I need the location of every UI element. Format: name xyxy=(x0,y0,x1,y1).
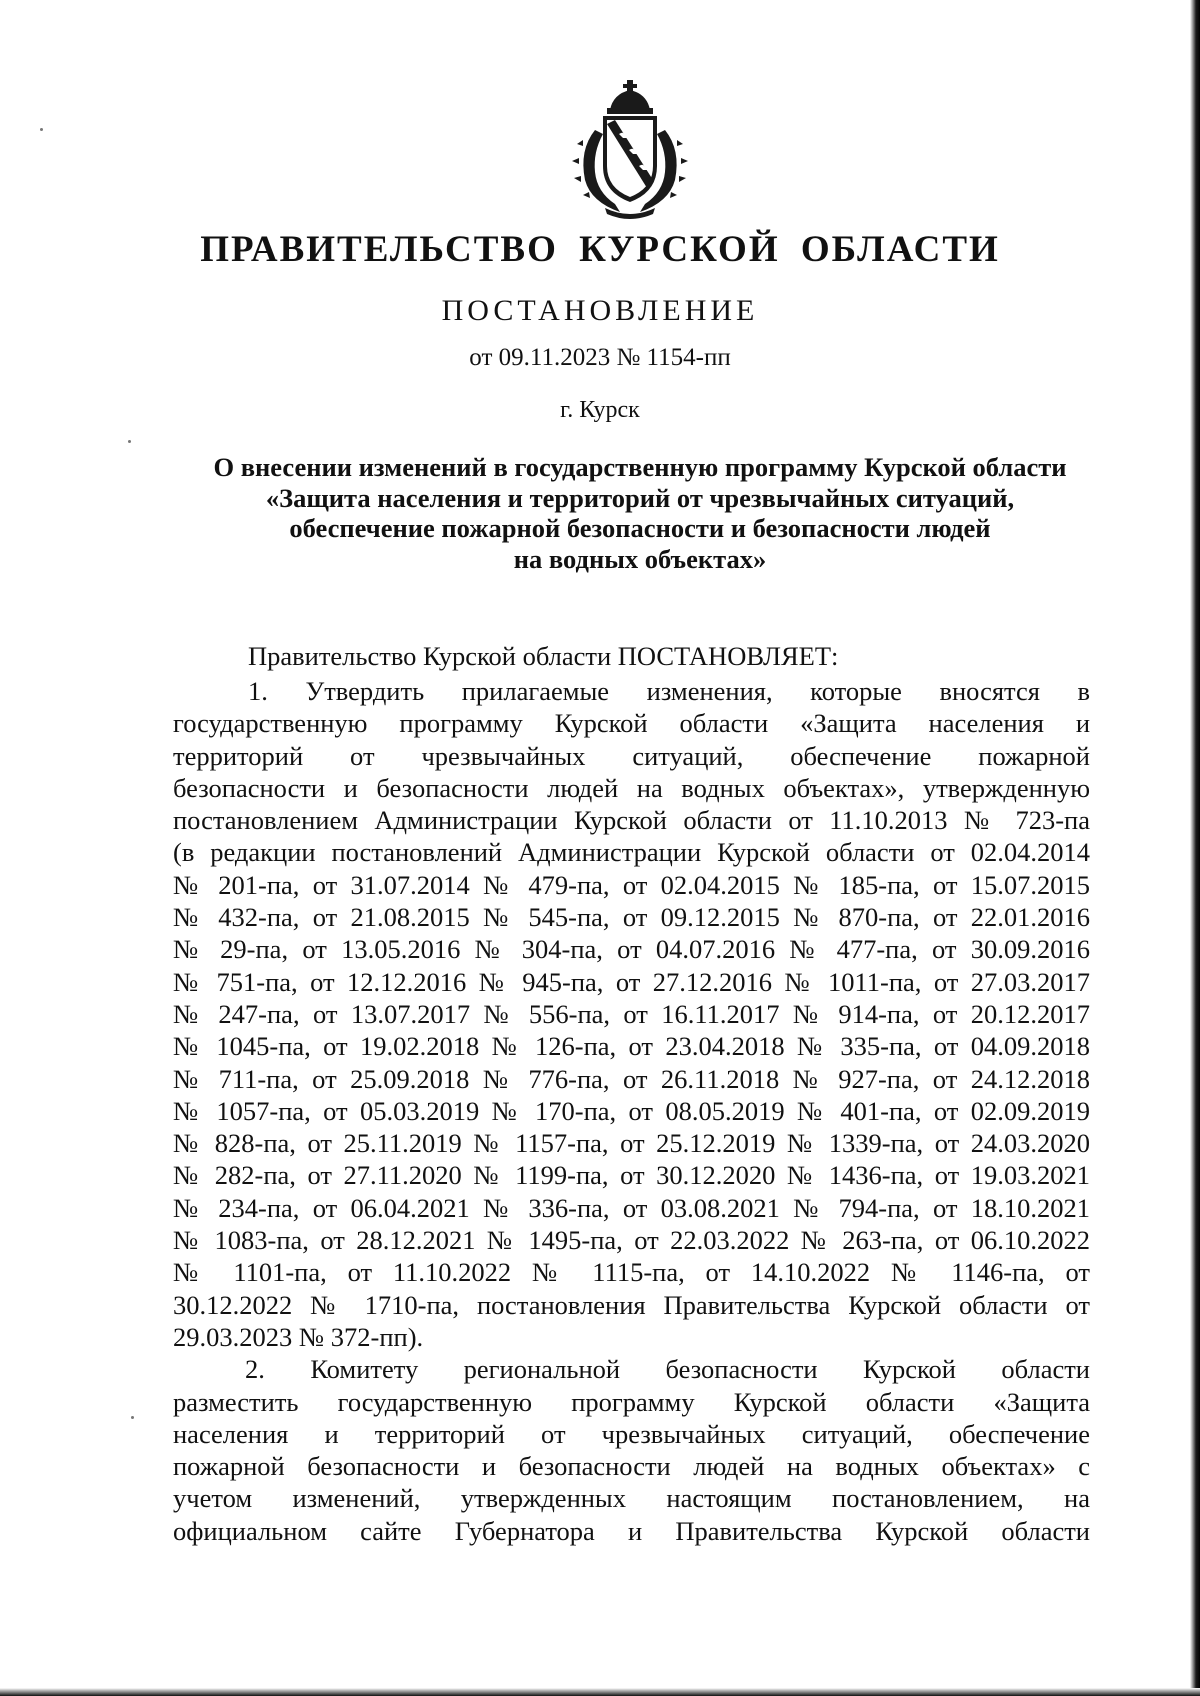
body-line: 29.03.2023 № 372-пп). xyxy=(173,1321,424,1352)
body-line: государственную программу Курской области «Защита населения и xyxy=(173,708,1090,739)
body-line: официальном сайте Губернатора и Правительства Курской области xyxy=(173,1515,1090,1546)
body-line: № 282-па, от 27.11.2020 № 1199-па, от 30.12.2020 № 1436-па, от 19.03.2021 xyxy=(173,1160,1090,1191)
preamble-line: Правительство Курской области ПОСТАНОВЛЯЕТ: xyxy=(248,641,839,671)
body-line: № 432-па, от 21.08.2015 № 545-па, от 09.12.2015 № 870-па, от 22.01.2016 xyxy=(173,902,1090,933)
body-line: № 29-па, от 13.05.2016 № 304-па, от 04.07.2016 № 477-па, от 30.09.2016 xyxy=(173,934,1090,965)
body-line: № 1045-па, от 19.02.2018 № 126-па, от 23.04.2018 № 335-па, от 04.09.2018 xyxy=(173,1031,1090,1062)
body-line: территорий от чрезвычайных ситуаций, обеспечение пожарной xyxy=(173,740,1090,771)
body-line: пожарной безопасности и безопасности людей на водных объектах» с xyxy=(173,1451,1090,1482)
scan-speck xyxy=(40,128,43,131)
body-line: № 711-па, от 25.09.2018 № 776-па, от 26.11.2018 № 927-па, от 24.12.2018 xyxy=(173,1063,1090,1094)
subject-line: «Защита населения и территорий от чрезвычайных ситуаций, xyxy=(265,482,1015,513)
document-city: г. Курск xyxy=(560,397,640,423)
body-line: № 1101-па, от 11.10.2022 № 1115-па, от 14.10.2022 № 1146-па, от xyxy=(173,1257,1090,1288)
kursk-coat-of-arms-icon xyxy=(565,80,695,220)
body-paragraphs xyxy=(173,675,1090,1547)
preamble xyxy=(173,640,1090,672)
body-line: 2. Комитету региональной безопасности Курской области xyxy=(245,1354,1090,1385)
body-line: разместить государственную программу Курской области «Защита xyxy=(173,1386,1090,1417)
body-line: 1. Утвердить прилагаемые изменения, которые вносятся в xyxy=(248,676,1090,706)
body-line: № 1083-па, от 28.12.2021 № 1495-па, от 22.03.2022 № 263-па, от 06.10.2022 xyxy=(173,1225,1090,1256)
body-line: № 1057-па, от 05.03.2019 № 170-па, от 08.05.2019 № 401-па, от 02.09.2019 xyxy=(173,1095,1090,1126)
scan-edge-bottom xyxy=(0,1688,1200,1696)
body-line: № 234-па, от 06.04.2021 № 336-па, от 03.08.2021 № 794-па, от 18.10.2021 xyxy=(173,1192,1090,1223)
document-subject xyxy=(150,452,1130,574)
subject-line: на водных объектах» xyxy=(513,543,767,574)
body-line: постановлением Администрации Курской области от 11.10.2013 № 723-па xyxy=(173,805,1090,836)
body-line: № 247-па, от 13.07.2017 № 556-па, от 16.11.2017 № 914-па, от 20.12.2017 xyxy=(173,998,1090,1029)
subject-line: О внесении изменений в государственную программу Курской области xyxy=(213,452,1067,482)
scan-speck xyxy=(131,1416,134,1419)
document-number: от 09.11.2023 № 1154-пп xyxy=(469,344,731,371)
scan-speck xyxy=(128,440,131,443)
government-title: ПРАВИТЕЛЬСТВО КУРСКОЙ ОБЛАСТИ xyxy=(200,229,1000,270)
document-type: ПОСТАНОВЛЕНИЕ xyxy=(441,294,759,327)
body-line: (в редакции постановлений Администрации Курской области от 02.04.2014 xyxy=(173,837,1090,868)
body-line: 30.12.2022 № 1710-па, постановления Правительства Курской области от xyxy=(173,1289,1090,1320)
subject-line: обеспечение пожарной безопасности и безопасности людей xyxy=(289,513,991,543)
body-line: населения и территорий от чрезвычайных ситуаций, обеспечение xyxy=(173,1418,1090,1449)
body-line: № 751-па, от 12.12.2016 № 945-па, от 27.12.2016 № 1011-па, от 27.03.2017 xyxy=(173,966,1090,997)
body-line: учетом изменений, утвержденных настоящим постановлением, на xyxy=(173,1483,1090,1514)
body-line: № 201-па, от 31.07.2014 № 479-па, от 02.04.2015 № 185-па, от 15.07.2015 xyxy=(173,869,1090,900)
body-line: безопасности и безопасности людей на водных объектах», утвержденную xyxy=(173,772,1090,803)
body-line: № 828-па, от 25.11.2019 № 1157-па, от 25.12.2019 № 1339-па, от 24.03.2020 xyxy=(173,1128,1090,1159)
